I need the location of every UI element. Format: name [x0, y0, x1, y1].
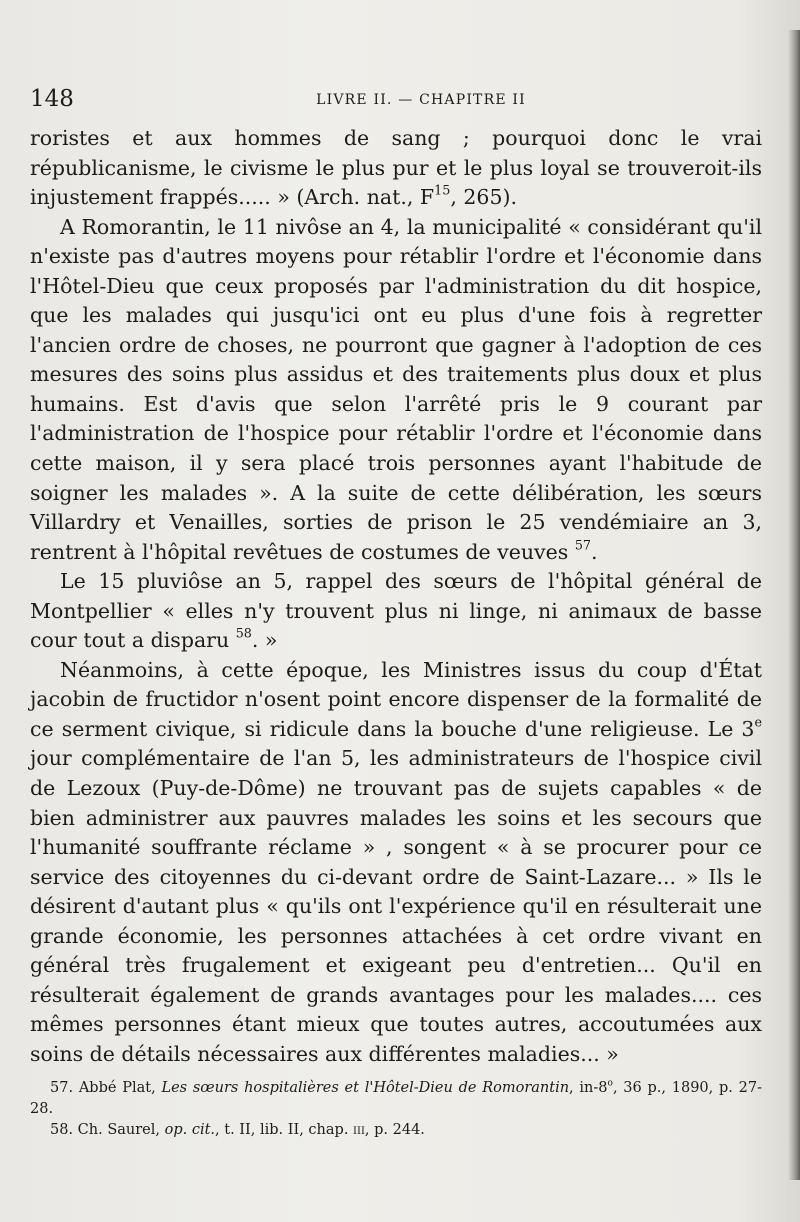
paragraph-montpellier: Le 15 pluviôse an 5, rappel des sœurs de l'hôpital général de Montpellier « elles n'y trouvent plus ni linge, ni animaux de basse cour tout a disparu $^{58}$. »: [30, 569, 762, 653]
footnote-ref-57: 57: [574, 537, 591, 553]
archive-ref-superscript: 15: [434, 182, 451, 198]
book-spine-shadow: [788, 30, 800, 1180]
paragraph-lezoux: Néanmoins, à cette époque, les Ministres issus du coup d'État jacobin de fructidor n'osent point encore dispenser de la formalité de ce serment civique, si ridicule dans la bouche d'une religieuse. Le 3e jour complémentaire de l'an 5, les administrateurs de l'hospice civil de Lezoux (Puy-de-Dôme) ne trouvant pas de sujets capables « de bien administrer aux pauvres malades les soins et les secours que l'humanité souffrante réclame » , songent « à se procurer pour ce service des citoyennes du ci-devant ordre de Saint-Lazare... » Ils le désirent d'autant plus « qu'ils ont l'expérience qu'il en résulterait une grande économie, les personnes attachées à cet ordre vivant en général très frugalement et exigeant peu d'entretien... Qu'il en résulterait également de grands avantages pour les malades.... ces mêmes personnes étant mieux que toutes autres, accoutumées aux soins de détails nécessaires aux différentes maladies... »: [30, 657, 762, 1066]
paragraph-continued: roristes et aux hommes de sang ; pourquoi donc le vrai républicanisme, le civisme le plus pur et le plus loyal se trouveroit-ils injustement frappés..... » (Arch. nat., $F^{15}$, 265).: [30, 126, 762, 210]
main-text: [30, 124, 762, 1070]
page-header: [30, 86, 762, 118]
footnote-57: 57. Abbé Plat, Les sœurs hospitalières et l'Hôtel-Dieu de Romorantin, in-8$^o$, 36 p., 1890, p. 27-28.: [30, 1078, 763, 1117]
footnote-58: 58. Ch. Saurel, op. cit., t. II, lib. II, chap. iii, p. 244.: [50, 1122, 425, 1138]
ordinal-superscript: e: [754, 714, 762, 730]
footnote-ref-58: 58: [235, 625, 252, 641]
footnotes: [30, 1078, 762, 1141]
paragraph-romorantin: A Romorantin, le 11 nivôse an 4, la municipalité « considérant qu'il n'existe pas d'autres moyens pour rétablir l'ordre et l'économie dans l'Hôtel-Dieu que ceux proposés par l'administration du dit hospice, que les malades qui jusqu'ici ont eu plus d'une fois à regretter l'ancien ordre de choses, ne pourront que gagner à l'adoption de ces mesures des soins plus assidus et des traitements plus doux et plus humains. Est d'avis que selon l'arrêté pris le 9 courant par l'administration de l'hospice pour rétablir l'ordre et l'économie dans cette maison, il y sera placé trois personnes ayant l'habitude de soigner les malades ». A la suite de cette délibération, les sœurs Villardry et Venailles, sorties de prison le 25 vendémiaire an 3, rentrent à l'hôpital revêtues de costumes de veuves $^{57}$.: [30, 214, 762, 564]
page-number: 148: [30, 86, 74, 112]
running-head: LIVRE II. — CHAPITRE II: [316, 92, 526, 108]
